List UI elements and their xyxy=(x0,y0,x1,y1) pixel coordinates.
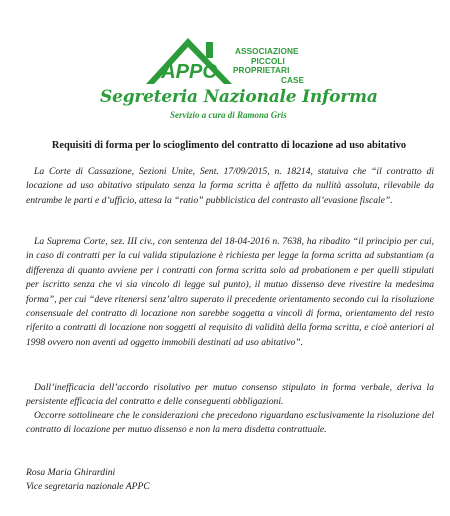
association-line: PROPRIETARI xyxy=(233,66,290,76)
header-logo-area xyxy=(0,0,450,120)
document-title: Requisiti di forma per lo scioglimento del contratto di locazione ad uso abitativo xyxy=(51,140,407,151)
logo-mark-text: APPC xyxy=(161,61,217,83)
paragraph: La Corte di Cassazione, Sezioni Unite, Sent. 17/09/2015, n. 18214, statuiva che “il contratto di locazione ad uso abitativo stipulato senza la forma scritta è affetto da nullità assoluta, rilevabile da entrambe le parti e d’ufficio, attesa la “ratio” pubblicistica del contrasto all’evasione fiscale”. xyxy=(26,166,434,206)
signature-name: Rosa Maria Ghirardini xyxy=(26,467,116,478)
signature-block xyxy=(26,466,150,495)
header-subtitle: Servizio a cura di Ramona Gris xyxy=(170,110,287,120)
paragraph: Occorre sottolineare che le considerazioni che precedono riguardano esclusivamente la risoluzione del contratto di locazione per mutuo dissenso e non la mera disdetta contrattuale. xyxy=(26,410,434,436)
association-line: ASSOCIAZIONE xyxy=(235,47,299,56)
association-name xyxy=(229,47,309,85)
paragraph: La Suprema Corte, sez. III civ., con sentenza del 18-04-2016 n. 7638, ha ribadito “il principio per cui, in caso di contratti per la cui valida stipulazione è richiesta per legge la forma scritta ad substantiam (a differenza di quanto avviene per i contratti con forma scritta solo ad probationem e per quelli stipulati per iscritto senza che vi sia vincolo di legge sul punto), il mutuo dissenso deve rivestire la medesima forma”, per cui “deve ritenersi senz’altro superato il precedente orientamento secondo cui la risoluzione consensuale del contratto di locazione non sarebbe soggetta a vincoli di forma, orientamento del resto riferito a contratti di locazione non soggetti al requisito di validità della forma scritta, e cioè anteriori al 1998 ovvero non aventi ad oggetto immobili destinati ad uso abitativo”. xyxy=(26,236,434,348)
association-line: CASE xyxy=(281,75,305,85)
header-title: Segreteria Nazionale Informa xyxy=(100,87,378,107)
signature-role: Vice segretaria nazionale APPC xyxy=(26,481,150,493)
house-logo-icon xyxy=(146,34,232,86)
association-line: PICCOLI xyxy=(251,56,285,66)
paragraph: Dall’inefficacia dell’accordo risolutivo per mutuo consenso stipulato in forma verbale, deriva la persistente efficacia del contratto e delle conseguenti obbligazioni. xyxy=(26,382,434,408)
